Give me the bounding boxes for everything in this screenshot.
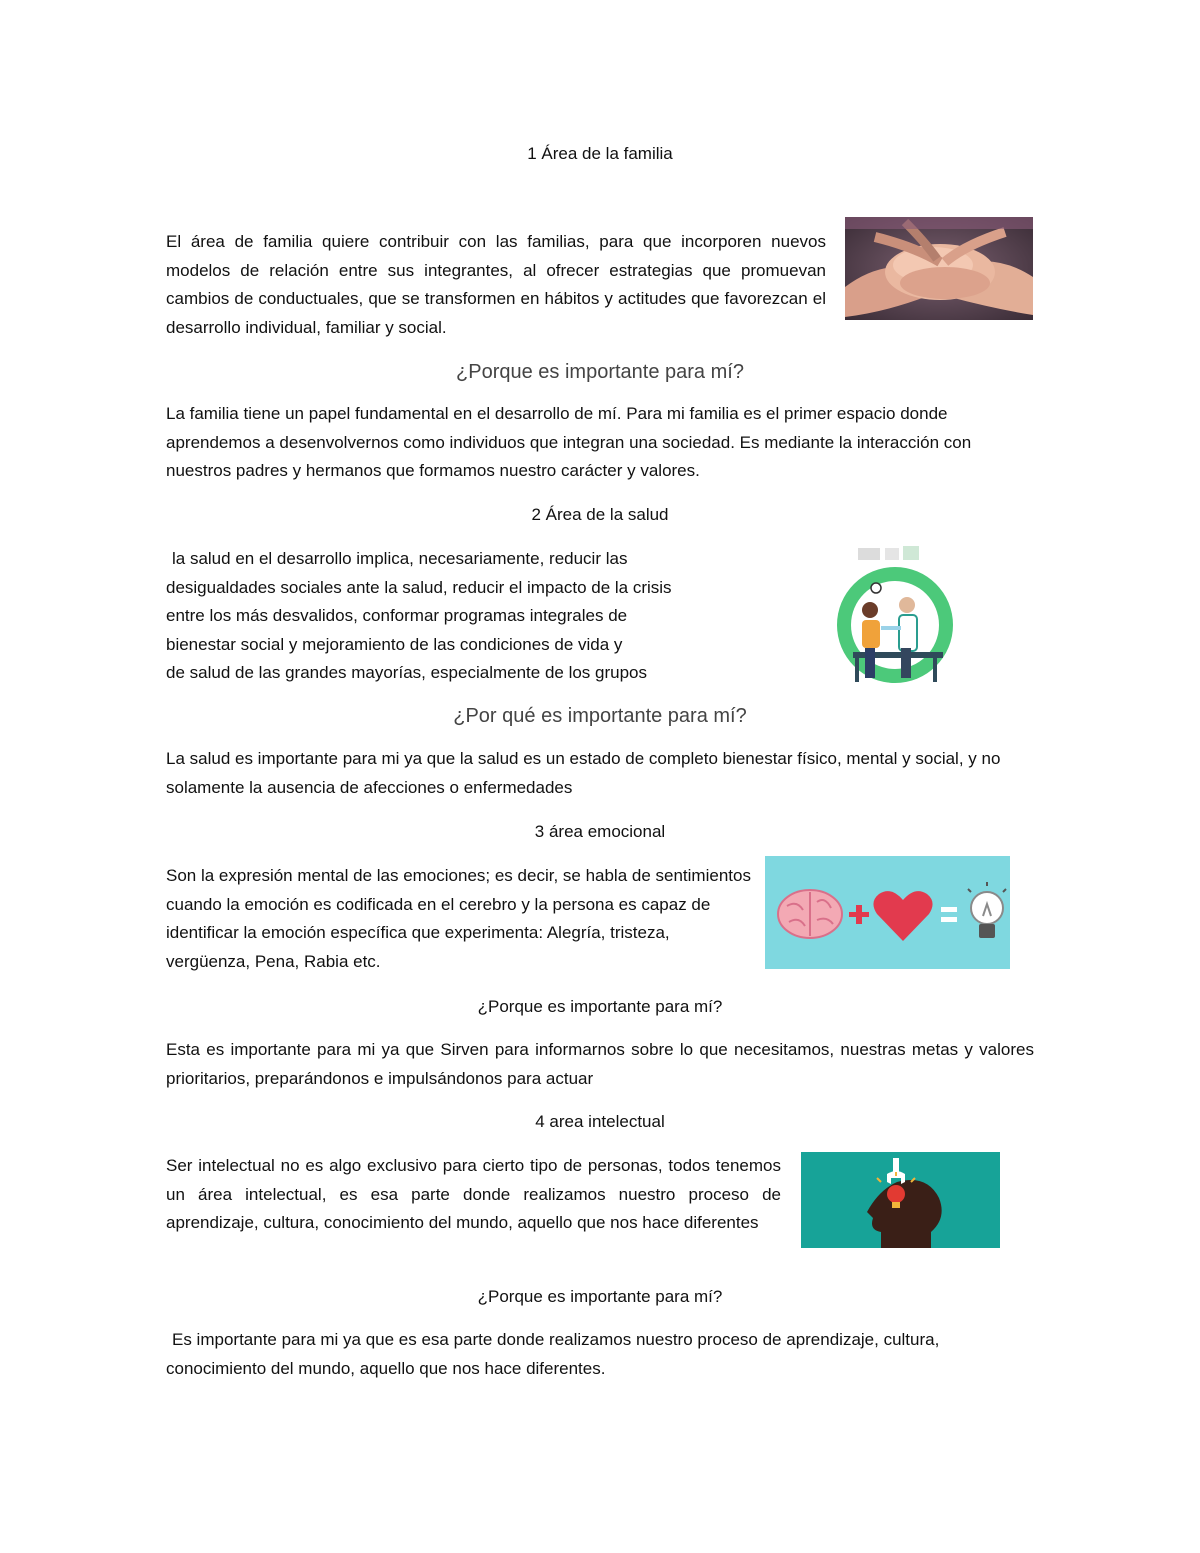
salud-line-1: la salud en el desarrollo implica, necesariamente, reducir las xyxy=(172,549,628,568)
paragraph-familia: El área de familia quiere contribuir con las familias, para que incorporen nuevos modelos de relación entre sus integrantes, al ofrecer estrategias que promuevan cambios de conductuales, que se transformen en hábitos y actitudes que favorezcan el desarrollo individual, familiar y social. xyxy=(166,232,826,337)
section-title-salud: 2 Área de la salud xyxy=(531,505,669,524)
salud-line-4: bienestar social y mejoramiento de las condiciones de vida y xyxy=(166,634,623,654)
salud-line-2: desigualdades sociales ante la salud, reducir el impacto de la crisis xyxy=(166,577,672,597)
paragraph-emocional: Son la expresión mental de las emociones; es decir, se habla de sentimientos cuando la emoción es codificada en el cerebro y la persona es capaz de identificar la emoción específica que experimenta: Alegría, tristeza, vergüenza, Pena, Rabia etc. xyxy=(166,866,751,971)
question-emocional: ¿Porque es importante para mí? xyxy=(477,997,723,1016)
section-title-familia: 1 Área de la familia xyxy=(527,144,673,163)
vaccination-illustration xyxy=(815,540,975,688)
salud-line-5: de salud de las grandes mayorías, especialmente de los grupos xyxy=(166,663,648,683)
answer-intelectual: Es importante para mi ya que es esa parte donde realizamos nuestro proceso de aprendizaje, cultura, conocimiento del mundo, aquello que nos hace diferentes. xyxy=(166,1330,940,1378)
section-title-emocional: 3 área emocional xyxy=(534,822,666,841)
hands-together-image xyxy=(845,217,1033,320)
intellect-head-image xyxy=(801,1152,1000,1248)
answer-emocional: Esta es importante para mi ya que Sirven para informarnos sobre lo que necesitamos, nuestras metas y valores prioritarios, preparándonos e impulsándonos para actuar xyxy=(166,1040,1034,1088)
section-title-intelectual: 4 area intelectual xyxy=(535,1112,665,1131)
question-salud: ¿Por qué es importante para mí? xyxy=(453,705,747,727)
question-intelectual: ¿Porque es importante para mí? xyxy=(477,1287,723,1306)
question-familia: ¿Porque es importante para mí? xyxy=(456,361,744,383)
paragraph-salud xyxy=(166,545,766,688)
answer-salud: La salud es importante para mi ya que la salud es un estado de completo bienestar físico, mental y social, y no solamente la ausencia de afecciones o enfermedades xyxy=(166,749,1001,797)
paragraph-intelectual: Ser intelectual no es algo exclusivo para cierto tipo de personas, todos tenemos un área intelectual, es esa parte donde realizamos nuestro proceso de aprendizaje, cultura, conocimiento del mundo, aquello que nos hace diferentes xyxy=(166,1156,781,1233)
salud-line-3: entre los más desvalidos, conformar programas integrales de xyxy=(166,606,628,626)
brain-heart-idea-image xyxy=(765,856,1010,969)
answer-familia: La familia tiene un papel fundamental en el desarrollo de mí. Para mi familia es el primer espacio donde aprendemos a desenvolvernos como individuos que integran una sociedad. Es mediante la interacción con nuestros padres y hermanos que formamos nuestro carácter y valores. xyxy=(166,404,972,481)
